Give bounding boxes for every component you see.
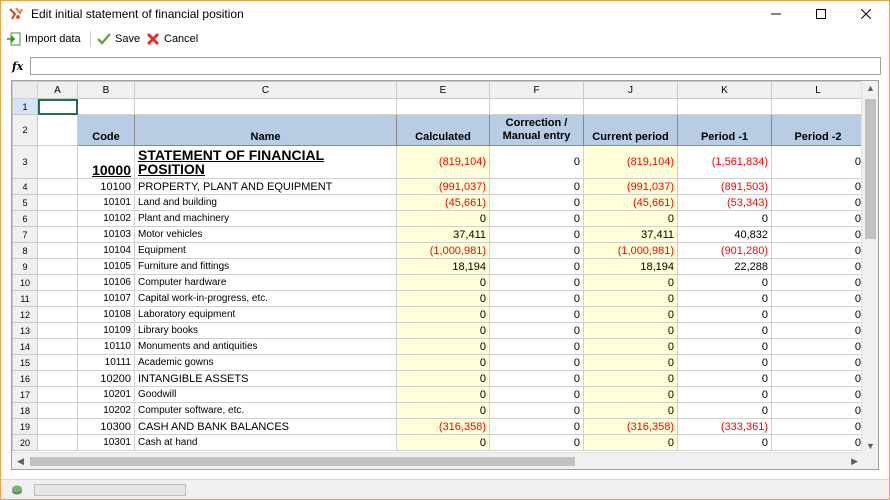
horizontal-scrollbar[interactable] [12, 452, 863, 469]
code-cell[interactable]: 10200 [78, 371, 135, 387]
row-header[interactable]: 4 [13, 179, 38, 195]
code-cell[interactable]: 10105 [78, 259, 135, 275]
column-header[interactable]: E [397, 82, 490, 99]
code-cell[interactable]: 10000 [78, 146, 135, 179]
correction-cell[interactable]: 0 [490, 371, 584, 387]
calculated-cell[interactable]: 37,411 [397, 227, 490, 243]
current-period-cell[interactable]: (45,661) [584, 195, 678, 211]
period-2-cell[interactable]: 0 [772, 403, 865, 419]
correction-cell[interactable]: 0 [490, 211, 584, 227]
calculated-cell[interactable]: (316,358) [397, 419, 490, 435]
name-cell[interactable]: Equipment [135, 243, 397, 259]
period-1-cell[interactable]: 0 [678, 387, 772, 403]
calculated-cell[interactable]: (819,104) [397, 146, 490, 179]
code-header[interactable]: Code [78, 115, 135, 146]
cell[interactable] [38, 227, 78, 243]
current-period-cell[interactable]: 0 [584, 339, 678, 355]
name-cell[interactable]: Computer software, etc. [135, 403, 397, 419]
correction-cell[interactable]: 0 [490, 291, 584, 307]
period-1-cell[interactable]: 0 [678, 307, 772, 323]
code-cell[interactable]: 10106 [78, 275, 135, 291]
calculated-cell[interactable]: 0 [397, 275, 490, 291]
current-period-cell[interactable]: 0 [584, 211, 678, 227]
code-cell[interactable]: 10100 [78, 179, 135, 195]
code-cell[interactable]: 10108 [78, 307, 135, 323]
row-header[interactable]: 14 [13, 339, 38, 355]
table-row [13, 211, 865, 227]
correction-cell[interactable]: 0 [490, 355, 584, 371]
calculated-cell[interactable]: 0 [397, 323, 490, 339]
correction-cell[interactable]: 0 [490, 227, 584, 243]
cancel-button[interactable] [146, 30, 198, 48]
row-header[interactable]: 18 [13, 403, 38, 419]
name-cell[interactable]: STATEMENT OF FINANCIAL POSITION [135, 146, 397, 179]
name-header[interactable]: Name [135, 115, 397, 146]
cell[interactable] [38, 115, 78, 146]
name-cell[interactable]: Cash at hand [135, 435, 397, 451]
cell[interactable] [397, 99, 490, 115]
current-period-cell[interactable]: 0 [584, 275, 678, 291]
correction-header[interactable] [490, 115, 584, 146]
formula-bar [1, 56, 889, 78]
table-row [13, 195, 865, 211]
correction-cell[interactable]: 0 [490, 387, 584, 403]
scrollbar-corner [861, 452, 878, 469]
period-2-cell[interactable]: 0 [772, 146, 865, 179]
period-1-cell[interactable]: (333,361) [678, 419, 772, 435]
current-period-cell[interactable]: 0 [584, 371, 678, 387]
row-header[interactable]: 6 [13, 211, 38, 227]
period-1-cell[interactable]: (1,561,834) [678, 146, 772, 179]
correction-cell[interactable]: 0 [490, 323, 584, 339]
table-row [13, 387, 865, 403]
period-1-cell[interactable]: (901,280) [678, 243, 772, 259]
period-2-cell[interactable]: 0 [772, 195, 865, 211]
close-button[interactable] [843, 1, 888, 27]
row-header[interactable]: 11 [13, 291, 38, 307]
cell[interactable] [38, 146, 78, 179]
scroll-up-icon[interactable]: ▲ [866, 83, 875, 93]
status-icon [11, 484, 23, 496]
calculated-cell[interactable]: 0 [397, 371, 490, 387]
period-1-cell[interactable]: 0 [678, 435, 772, 451]
cell[interactable] [38, 435, 78, 451]
cell[interactable] [38, 387, 78, 403]
calculated-cell[interactable]: 0 [397, 211, 490, 227]
table-row [13, 307, 865, 323]
code-cell[interactable]: 10104 [78, 243, 135, 259]
correction-cell[interactable]: 0 [490, 307, 584, 323]
formula-input[interactable] [30, 57, 881, 75]
cell[interactable] [772, 99, 865, 115]
save-label: Save [115, 33, 141, 45]
calculated-cell[interactable]: 0 [397, 355, 490, 371]
status-bar [1, 479, 889, 499]
period-1-cell[interactable]: 0 [678, 371, 772, 387]
period-1-cell[interactable]: (53,343) [678, 195, 772, 211]
name-cell[interactable]: Monuments and antiquities [135, 339, 397, 355]
progress-bar [34, 484, 186, 496]
app-icon [8, 6, 24, 22]
minimize-icon [771, 9, 781, 19]
correction-cell[interactable]: 0 [490, 259, 584, 275]
calculated-cell[interactable]: 0 [397, 339, 490, 355]
cell[interactable] [38, 339, 78, 355]
row-header[interactable]: 17 [13, 387, 38, 403]
current-period-cell[interactable]: 0 [584, 355, 678, 371]
row-header[interactable]: 12 [13, 307, 38, 323]
horizontal-scroll-thumb[interactable] [30, 457, 575, 466]
period-1-cell[interactable]: 40,832 [678, 227, 772, 243]
table-row [13, 419, 865, 435]
name-cell[interactable]: Laboratory equipment [135, 307, 397, 323]
column-header[interactable]: F [490, 82, 584, 99]
current-period-cell[interactable]: 0 [584, 323, 678, 339]
cell[interactable] [584, 99, 678, 115]
cell[interactable] [38, 323, 78, 339]
current-period-cell[interactable]: (1,000,981) [584, 243, 678, 259]
title-bar[interactable] [1, 1, 889, 27]
cancel-label: Cancel [164, 33, 199, 45]
code-cell[interactable]: 10103 [78, 227, 135, 243]
table-row [13, 243, 865, 259]
column-header[interactable]: A [38, 82, 78, 99]
correction-cell[interactable]: 0 [490, 419, 584, 435]
cell[interactable] [38, 179, 78, 195]
name-cell[interactable]: INTANGIBLE ASSETS [135, 371, 397, 387]
cancel-x-icon [146, 32, 160, 46]
code-cell[interactable]: 10107 [78, 291, 135, 307]
period-2-cell[interactable]: 0 [772, 355, 865, 371]
calculated-cell[interactable]: 0 [397, 291, 490, 307]
row-header[interactable]: 19 [13, 419, 38, 435]
table-row [13, 323, 865, 339]
current-period-cell[interactable]: 0 [584, 387, 678, 403]
code-cell[interactable]: 10201 [78, 387, 135, 403]
fx-icon: fx [12, 60, 24, 73]
row-header[interactable]: 9 [13, 259, 38, 275]
cell[interactable] [38, 275, 78, 291]
row-header[interactable]: 7 [13, 227, 38, 243]
name-cell[interactable]: Furniture and fittings [135, 259, 397, 275]
select-all-corner[interactable] [13, 82, 38, 99]
current-period-cell[interactable]: 18,194 [584, 259, 678, 275]
correction-cell[interactable]: 0 [490, 195, 584, 211]
table-row [13, 435, 865, 451]
name-cell[interactable]: Academic gowns [135, 355, 397, 371]
vertical-scrollbar[interactable] [861, 81, 878, 453]
cell[interactable] [38, 291, 78, 307]
calculated-cell[interactable]: (1,000,981) [397, 243, 490, 259]
column-header[interactable]: J [584, 82, 678, 99]
column-header[interactable]: K [678, 82, 772, 99]
import-data-label: Import data [25, 33, 81, 45]
cell[interactable] [678, 99, 772, 115]
spreadsheet-grid[interactable] [11, 80, 879, 470]
table-row [13, 371, 865, 387]
current-period-cell[interactable]: 37,411 [584, 227, 678, 243]
table-row [13, 291, 865, 307]
name-cell[interactable]: Goodwill [135, 387, 397, 403]
period-1-cell[interactable]: 0 [678, 323, 772, 339]
period-2-cell[interactable]: 0 [772, 339, 865, 355]
code-cell[interactable]: 10301 [78, 435, 135, 451]
row-header[interactable]: 10 [13, 275, 38, 291]
row-header[interactable]: 2 [13, 115, 38, 146]
maximize-button[interactable] [798, 1, 843, 27]
calculated-cell[interactable]: (45,661) [397, 195, 490, 211]
period-1-header[interactable]: Period -1 [678, 115, 772, 146]
calculated-cell[interactable]: 0 [397, 435, 490, 451]
scroll-left-icon[interactable]: ◀ [17, 456, 24, 466]
period-2-cell[interactable]: 0 [772, 291, 865, 307]
vertical-scroll-thumb[interactable] [865, 99, 876, 239]
checkmark-icon [97, 32, 111, 46]
current-period-cell[interactable]: 0 [584, 307, 678, 323]
table-row [13, 355, 865, 371]
period-2-cell[interactable]: 0 [772, 227, 865, 243]
period-1-cell[interactable]: (891,503) [678, 179, 772, 195]
calculated-cell[interactable]: 0 [397, 387, 490, 403]
window-title: Edit initial statement of financial position [31, 7, 244, 21]
correction-header-line1: Correction / [505, 117, 568, 129]
row-header[interactable]: 13 [13, 323, 38, 339]
period-2-cell[interactable]: 0 [772, 275, 865, 291]
cell[interactable] [490, 99, 584, 115]
calculated-cell[interactable]: 18,194 [397, 259, 490, 275]
current-period-cell[interactable]: 0 [584, 403, 678, 419]
period-2-cell[interactable]: 0 [772, 419, 865, 435]
save-button[interactable] [97, 30, 140, 48]
cell[interactable] [78, 99, 135, 115]
correction-cell[interactable]: 0 [490, 179, 584, 195]
period-1-cell[interactable]: 0 [678, 275, 772, 291]
code-cell[interactable]: 10102 [78, 211, 135, 227]
table-row [13, 146, 865, 179]
period-1-cell[interactable]: 0 [678, 291, 772, 307]
code-cell[interactable]: 10109 [78, 323, 135, 339]
row-header[interactable]: 3 [13, 146, 38, 179]
code-cell[interactable]: 10111 [78, 355, 135, 371]
table-row [13, 227, 865, 243]
row-header[interactable]: 8 [13, 243, 38, 259]
scroll-down-icon[interactable]: ▼ [866, 441, 875, 451]
current-period-cell[interactable]: 0 [584, 435, 678, 451]
row-header[interactable]: 5 [13, 195, 38, 211]
period-2-cell[interactable]: 0 [772, 435, 865, 451]
cell[interactable] [135, 99, 397, 115]
calculated-cell[interactable]: 0 [397, 307, 490, 323]
period-2-cell[interactable]: 0 [772, 387, 865, 403]
period-2-cell[interactable]: 0 [772, 323, 865, 339]
period-1-cell[interactable]: 0 [678, 339, 772, 355]
table-row [13, 259, 865, 275]
row-header[interactable]: 20 [13, 435, 38, 451]
toolbar-separator [90, 31, 91, 47]
period-2-cell[interactable]: 0 [772, 307, 865, 323]
period-2-cell[interactable]: 0 [772, 259, 865, 275]
correction-cell[interactable]: 0 [490, 243, 584, 259]
cell[interactable] [38, 259, 78, 275]
cell[interactable] [38, 211, 78, 227]
name-cell[interactable]: CASH AND BANK BALANCES [135, 419, 397, 435]
correction-cell[interactable]: 0 [490, 403, 584, 419]
cell[interactable] [38, 371, 78, 387]
code-cell[interactable]: 10110 [78, 339, 135, 355]
code-cell[interactable]: 10202 [78, 403, 135, 419]
name-cell[interactable]: Capital work-in-progress, etc. [135, 291, 397, 307]
name-cell[interactable]: Land and building [135, 195, 397, 211]
column-header[interactable]: B [78, 82, 135, 99]
table-row [13, 179, 865, 195]
current-period-cell[interactable]: (991,037) [584, 179, 678, 195]
period-1-cell[interactable]: 0 [678, 211, 772, 227]
period-2-cell[interactable]: 0 [772, 179, 865, 195]
period-1-cell[interactable]: 0 [678, 403, 772, 419]
correction-cell[interactable]: 0 [490, 275, 584, 291]
calculated-cell[interactable]: (991,037) [397, 179, 490, 195]
period-2-cell[interactable]: 0 [772, 211, 865, 227]
correction-header-line2: Manual entry [502, 130, 571, 142]
import-data-button[interactable] [7, 30, 81, 48]
scroll-right-icon[interactable]: ▶ [851, 456, 858, 466]
maximize-icon [816, 9, 826, 19]
period-2-cell[interactable]: 0 [772, 371, 865, 387]
name-cell[interactable]: Motor vehicles [135, 227, 397, 243]
table-row [13, 339, 865, 355]
code-cell[interactable]: 10300 [78, 419, 135, 435]
minimize-button[interactable] [753, 1, 798, 27]
cell[interactable] [38, 307, 78, 323]
correction-cell[interactable]: 0 [490, 435, 584, 451]
correction-cell[interactable]: 0 [490, 146, 584, 179]
name-cell[interactable]: Library books [135, 323, 397, 339]
cell[interactable] [38, 419, 78, 435]
table-row [13, 403, 865, 419]
period-2-header[interactable]: Period -2 [772, 115, 865, 146]
current-period-cell[interactable]: 0 [584, 291, 678, 307]
close-icon [861, 9, 871, 19]
row-header[interactable]: 1 [13, 99, 38, 115]
current-period-header[interactable]: Current period [584, 115, 678, 146]
current-period-cell[interactable]: (819,104) [584, 146, 678, 179]
name-cell[interactable]: Plant and machinery [135, 211, 397, 227]
toolbar [1, 27, 889, 49]
cell[interactable] [38, 403, 78, 419]
period-2-cell[interactable]: 0 [772, 243, 865, 259]
calculated-header[interactable]: Calculated [397, 115, 490, 146]
import-icon [7, 32, 21, 46]
selected-cell[interactable] [38, 99, 78, 115]
column-header[interactable]: C [135, 82, 397, 99]
code-cell[interactable]: 10101 [78, 195, 135, 211]
current-period-cell[interactable]: (316,358) [584, 419, 678, 435]
cell[interactable] [38, 195, 78, 211]
sheet-table [12, 81, 865, 451]
row-header[interactable]: 15 [13, 355, 38, 371]
period-1-cell[interactable]: 22,288 [678, 259, 772, 275]
cell[interactable] [38, 355, 78, 371]
name-cell[interactable]: PROPERTY, PLANT AND EQUIPMENT [135, 179, 397, 195]
period-1-cell[interactable]: 0 [678, 355, 772, 371]
row-header[interactable]: 16 [13, 371, 38, 387]
correction-cell[interactable]: 0 [490, 339, 584, 355]
cell[interactable] [38, 243, 78, 259]
column-header[interactable]: L [772, 82, 865, 99]
name-cell[interactable]: Computer hardware [135, 275, 397, 291]
table-row [13, 275, 865, 291]
calculated-cell[interactable]: 0 [397, 403, 490, 419]
